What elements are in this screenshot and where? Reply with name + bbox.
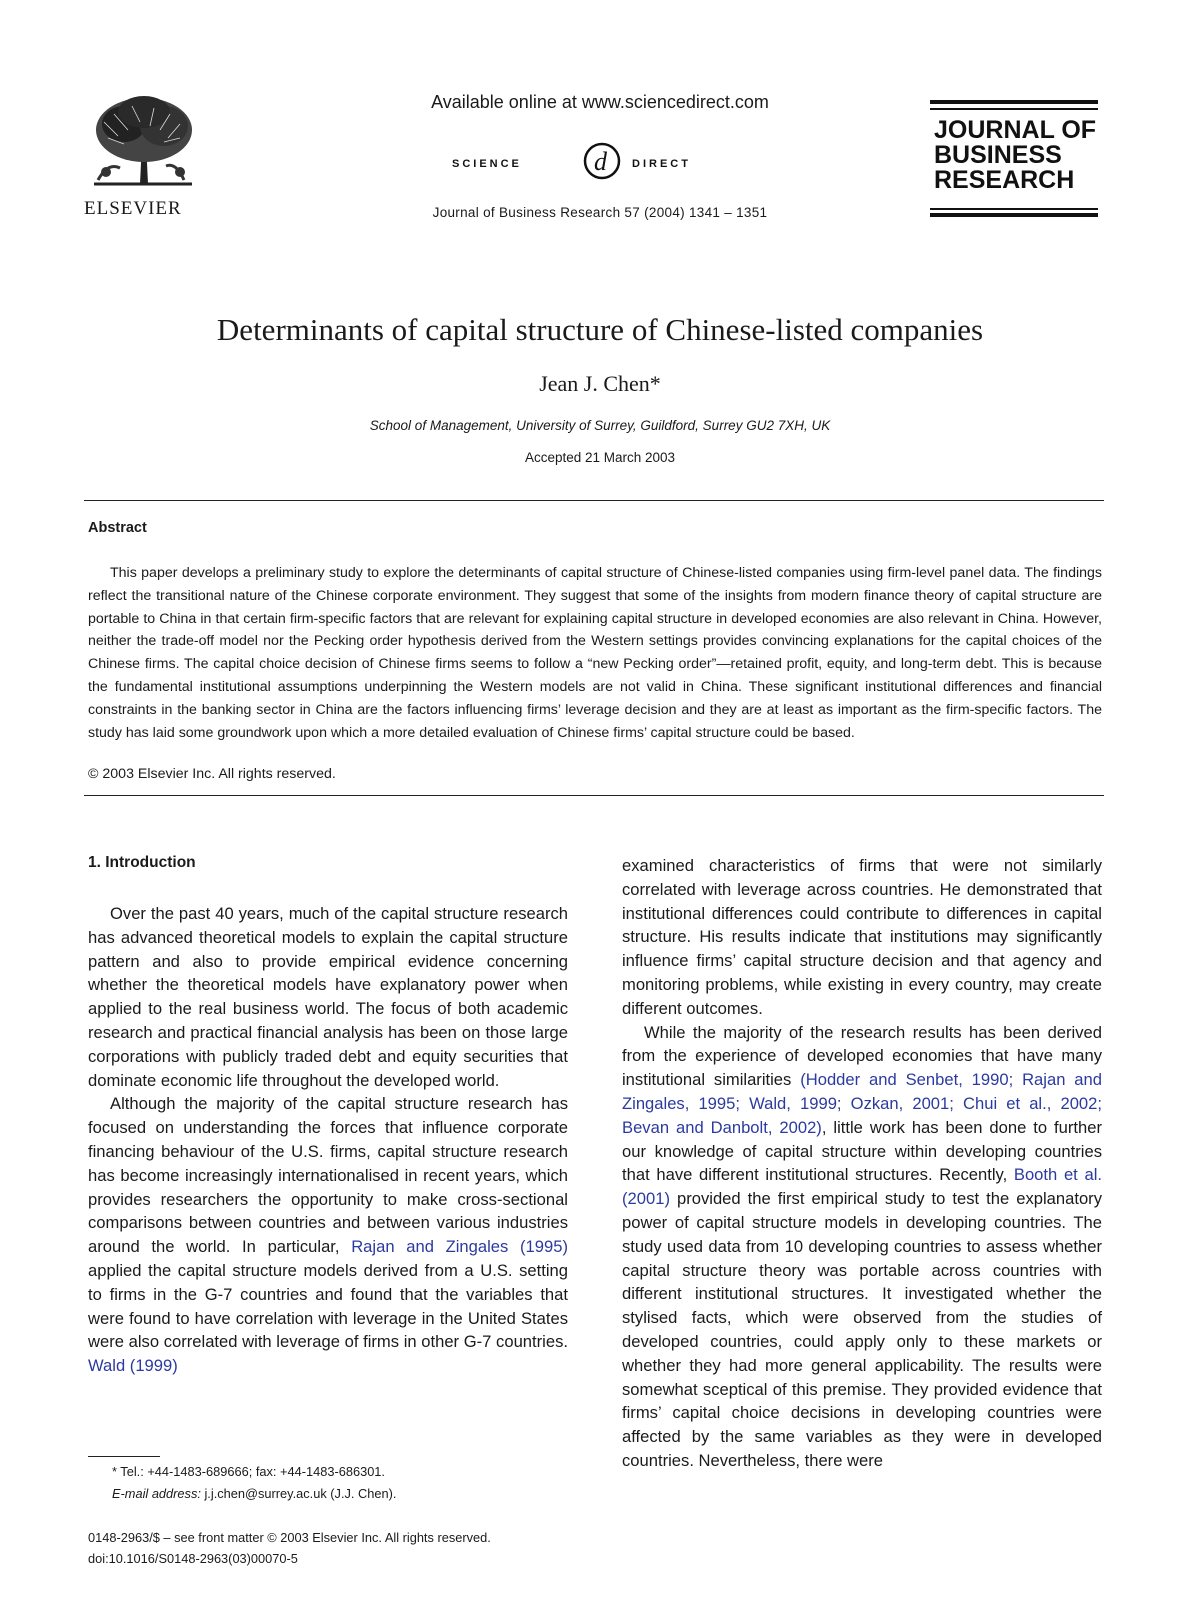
divider: [84, 795, 1104, 796]
paragraph: Over the past 40 years, much of the capital structure research has advanced theoretical models to explain the capital structure pattern and also to provide empirical evidence concerning whether the theoretical models have explanatory power when applied to the real business world. The focus of both academic research and practical financial analysis has been on those large corporations with publicly traded debt and equity securities that dominate economic life throughout the developed world.: [88, 904, 568, 1090]
front-matter-notice: 0148-2963/$ – see front matter © 2003 Elsevier Inc. All rights reserved.: [88, 1530, 491, 1545]
paragraph-text: , little work has been done to further our knowledge of capital structure within developing countries that have different institutional structures. Recently,: [622, 1117, 1102, 1185]
abstract-heading: Abstract: [88, 520, 147, 536]
author-affiliation: School of Management, University of Surrey, Guildford, Surrey GU2 7XH, UK: [369, 418, 831, 433]
sd-logo-text-direct: DIRECT: [632, 158, 691, 170]
citation-link[interactable]: Rajan and Zingales (1995): [351, 1237, 568, 1257]
copyright-notice: © 2003 Elsevier Inc. All rights reserved.: [88, 766, 336, 782]
footnote-email: [112, 1486, 396, 1501]
citation-link[interactable]: Wald (1999): [88, 1356, 178, 1376]
journal-logo-line-3: RESEARCH: [934, 166, 1075, 194]
paragraph-text: applied the capital structure models derived from a U.S. setting to firms in the G-7 countries and found that the variables that were found to have correlation with leverage in the United States were also correlated with leverage of firms in other G-7 countries.: [88, 1260, 568, 1352]
email-value: j.j.chen@surrey.ac.uk (J.J. Chen).: [200, 1486, 397, 1501]
email-label: E-mail address:: [112, 1486, 201, 1501]
journal-logo-rule: [930, 100, 1098, 104]
paragraph: [88, 1092, 568, 1378]
journal-reference: Journal of Business Research 57 (2004) 1341 – 1351: [432, 205, 768, 220]
doi: doi:10.1016/S0148-2963(03)00070-5: [88, 1551, 298, 1566]
footnote-contact: * Tel.: +44-1483-689666; fax: +44-1483-686301.: [112, 1464, 385, 1479]
accepted-date: Accepted 21 March 2003: [524, 450, 676, 465]
citation-link[interactable]: Booth et al. (2001): [622, 1165, 1102, 1209]
journal-logo-line-2: BUSINESS: [934, 141, 1062, 169]
sciencedirect-logo: [452, 134, 752, 184]
publisher-wordmark: ELSEVIER: [84, 198, 182, 219]
svg-text:d: d: [594, 147, 607, 176]
footnote-rule: [88, 1456, 160, 1457]
available-online-notice: Available online at www.sciencedirect.com: [431, 92, 769, 112]
paragraph-text: Although the majority of the capital structure research has focused on understanding the forces that influence corporate financing behaviour of the U.S. firms, capital structure research has become increasingly internationalised in recent years, which provides researchers the opportunity to make cross-sectional comparisons between countries and between various industries around the world. In particular,: [88, 1094, 568, 1257]
section-heading: 1. Introduction: [88, 854, 196, 871]
journal-logo-line-1: JOURNAL OF: [934, 116, 1097, 144]
paragraph: examined characteristics of firms that were not similarly correlated with leverage across countries. He demonstrated that institutional differences could contribute to differences in capital structure. His results indicate that institutions may significantly influence firms’ capital structure decision and that agency and monitoring problems, while existing in every country, may create different outcomes.: [622, 856, 1102, 1018]
right-column: [622, 854, 1102, 1473]
paragraph: [622, 1021, 1102, 1473]
author-name: Jean J. Chen*: [539, 371, 661, 396]
citation-link[interactable]: (Hodder and Senbet, 1990; Rajan and Zingales, 1995; Wald, 1999; Ozkan, 2001; Chui et al., 2002; Bevan and Danbolt, 2002): [622, 1070, 1102, 1137]
divider: [84, 500, 1104, 501]
paper-title: Determinants of capital structure of Chinese-listed companies: [216, 312, 984, 347]
left-column: [88, 902, 568, 1378]
journal-logo-rule: [930, 208, 1098, 210]
journal-logo-rule: [930, 213, 1098, 217]
abstract-paragraph: This paper develops a preliminary study to explore the determinants of capital structure of Chinese-listed companies using firm-level panel data. The findings reflect the transitional nature of the Chinese corporate environment. They suggest that some of the insights from modern finance theory of capital structure are portable to China in that certain firm-specific factors that are relevant for explaining capital structure in developed economies are also relevant in China. However, neither the trade-off model nor the Pecking order hypothesis derived from the Western settings provides convincing explanations for the capital choices of the Chinese firms. The capital choice decision of Chinese firms seems to follow a “new Pecking order”—retained profit, equity, and long-term debt. This is because the fundamental institutional assumptions underpinning the Western models are not valid in China. These significant institutional differences and financial constraints in the banking sector in China are the factors influencing firms’ leverage decision and they are at least as important as the firm-specific factors. The study has laid some groundwork upon which a more detailed evaluation of Chinese firms’ capital structure could be based.: [88, 565, 1102, 741]
paragraph-text: provided the first empirical study to test the explanatory power of capital structure models in developing countries. The study used data from 10 developing countries to assess whether capital structure theory was portable across countries with different institutional structures. It investigated whether the stylised facts, which were observed from the studies of developed countries, could apply only to these markets or whether they had more general applicability. The results were somewhat sceptical of this premise. They provided evidence that firms’ capital choice decisions in developing countries were affected by the same variables as they were in developed countries. Nevertheless, there were: [622, 1189, 1102, 1470]
abstract-body: [88, 562, 1102, 744]
sd-logo-text-science: SCIENCE: [452, 158, 522, 170]
journal-logo-rule: [930, 108, 1098, 110]
journal-logo-title: [934, 118, 1096, 193]
paragraph-text: While the majority of the research results has been derived from the experience of developed economies that have many institutional similarities: [622, 1022, 1102, 1090]
